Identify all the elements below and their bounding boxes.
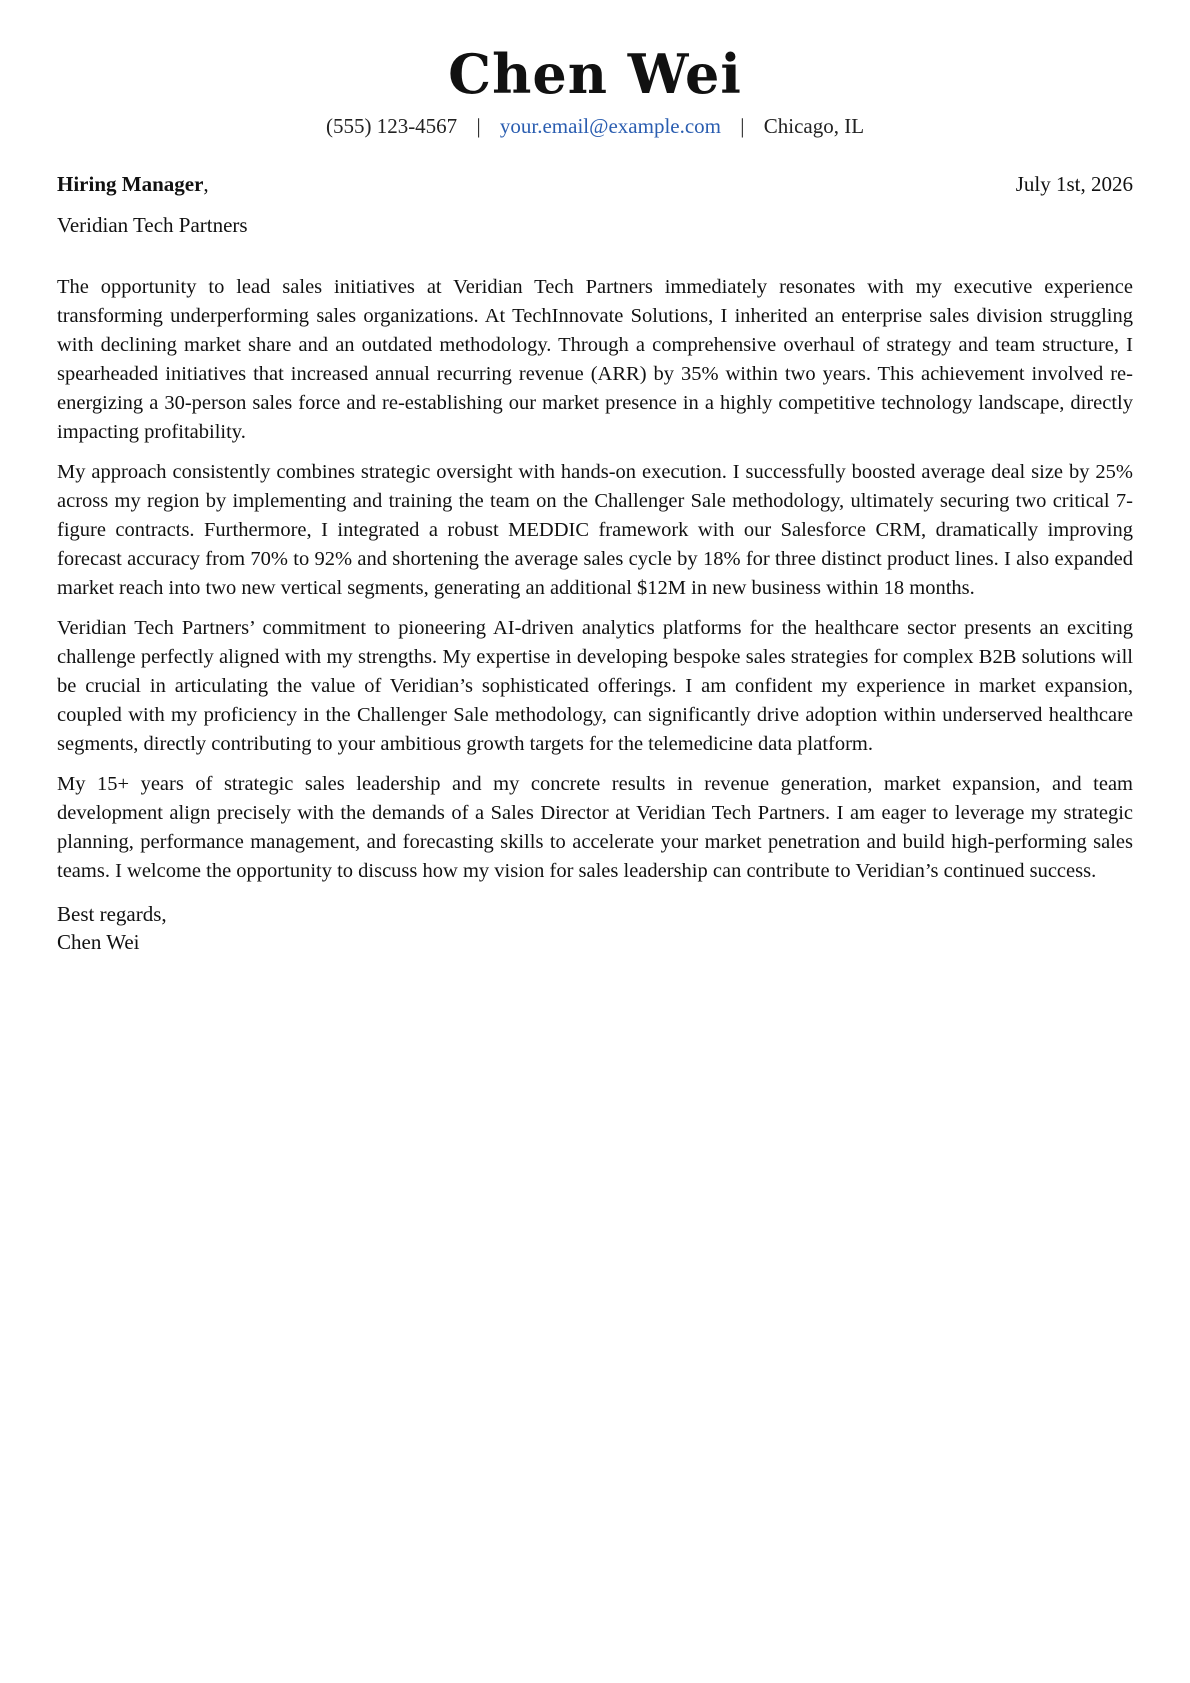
phone-number: (555) 123-4567 (325, 114, 458, 138)
closing-salutation: Best regards, (57, 902, 167, 926)
contact-separator: | (476, 114, 481, 138)
recipient-line (57, 170, 209, 198)
body-paragraph: The opportunity to lead sales initiatives at Veridian Tech Partners immediately resonates with my executive experience transforming underperforming sales organizations. At TechInnovate Solutions, I inherited an enterprise sales division struggling with declining market share and an outdated methodology. Through a comprehensive overhaul of strategy and team structure, I spearheaded initiatives that increased annual recurring revenue (ARR) by 35% within two years. This achievement involved re-energizing a 30-person sales force and re-establishing our market presence in a highly competitive technology landscape, directly impacting profitability. (57, 276, 1133, 443)
sender-name: Chen Wei (448, 42, 742, 106)
recipient-title: Hiring Manager (57, 172, 204, 196)
location: Chicago, IL (763, 114, 865, 138)
letter-date: July 1st, 2026 (1015, 172, 1133, 196)
letter-body (57, 273, 1133, 886)
contact-line (57, 112, 1133, 140)
contact-separator: | (740, 114, 745, 138)
addressee-row (57, 170, 1133, 198)
closing-signature: Chen Wei (57, 930, 140, 954)
body-paragraph: My approach consistently combines strategic oversight with hands-on execution. I successfully boosted average deal size by 25% across my region by implementing and training the team on the Challenger Sale methodology, ultimately securing two critical 7-figure contracts. Furthermore, I integrated a robust MEDDIC framework with our Salesforce CRM, dramatically improving forecast accuracy from 70% to 92% and shortening the average sales cycle by 18% for three distinct product lines. I also expanded market reach into two new vertical segments, generating an additional $12M in new business within 18 months. (57, 461, 1133, 599)
recipient-comma: , (203, 172, 209, 196)
body-paragraph: Veridian Tech Partners’ commitment to pioneering AI-driven analytics platforms for the healthcare sector presents an exciting challenge perfectly aligned with my strengths. My expertise in developing bespoke sales strategies for complex B2B solutions will be crucial in articulating the value of Veridian’s sophisticated offerings. I am confident my experience in market expansion, coupled with my proficiency in the Challenger Sale methodology, can significantly drive adoption within underserved healthcare segments, directly contributing to your ambitious growth targets for the telemedicine data platform. (57, 617, 1133, 755)
body-paragraph: My 15+ years of strategic sales leadership and my concrete results in revenue generation, market expansion, and team development align precisely with the demands of a Sales Director at Veridian Tech Partners. I am eager to leverage my strategic planning, performance management, and forecasting skills to accelerate your market penetration and build high-performing sales teams. I welcome the opportunity to discuss how my vision for sales leadership can contribute to Veridian’s continued success. (57, 773, 1133, 882)
letter-header (57, 0, 1133, 140)
recipient-company: Veridian Tech Partners (57, 213, 248, 237)
letter-closing (57, 900, 1133, 956)
email-link[interactable]: your.email@example.com (499, 114, 722, 138)
